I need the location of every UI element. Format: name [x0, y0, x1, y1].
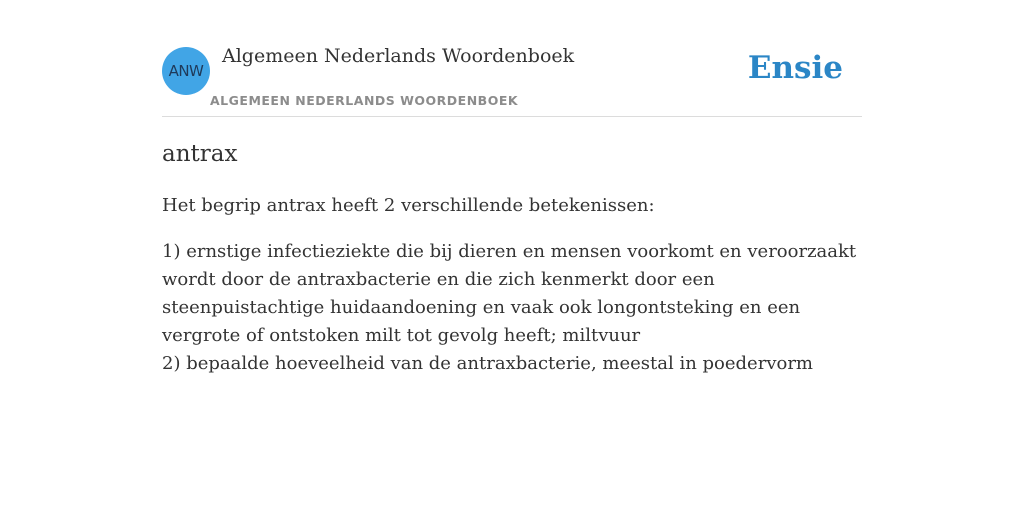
ensie-brand-logo[interactable]: Ensie — [747, 50, 843, 86]
entry-intro: Het begrip antrax heeft 2 verschillende betekenissen: — [162, 195, 655, 216]
dictionary-subtitle: ALGEMEEN NEDERLANDS WOORDENBOEK — [210, 93, 519, 108]
logo-text: ANW — [168, 62, 204, 80]
meaning-2: 2) bepaalde hoeveelheid van de antraxbacterie, meestal in poedervorm — [162, 353, 813, 374]
dictionary-title[interactable]: Algemeen Nederlands Woordenboek — [222, 45, 575, 67]
header — [162, 0, 862, 117]
anw-logo[interactable] — [162, 47, 210, 95]
entry-content — [162, 138, 862, 378]
meaning-1: 1) ernstige infectieziekte die bij dieren en mensen voorkomt en veroorzaakt wordt door de antraxbacterie en die zich kenmerkt door een steenpuistachtige huidaandoening en vaak ook longontsteking en een vergrote of ontstoken milt tot gevolg heeft; miltvuur — [162, 241, 857, 346]
headword: antrax — [162, 141, 238, 167]
